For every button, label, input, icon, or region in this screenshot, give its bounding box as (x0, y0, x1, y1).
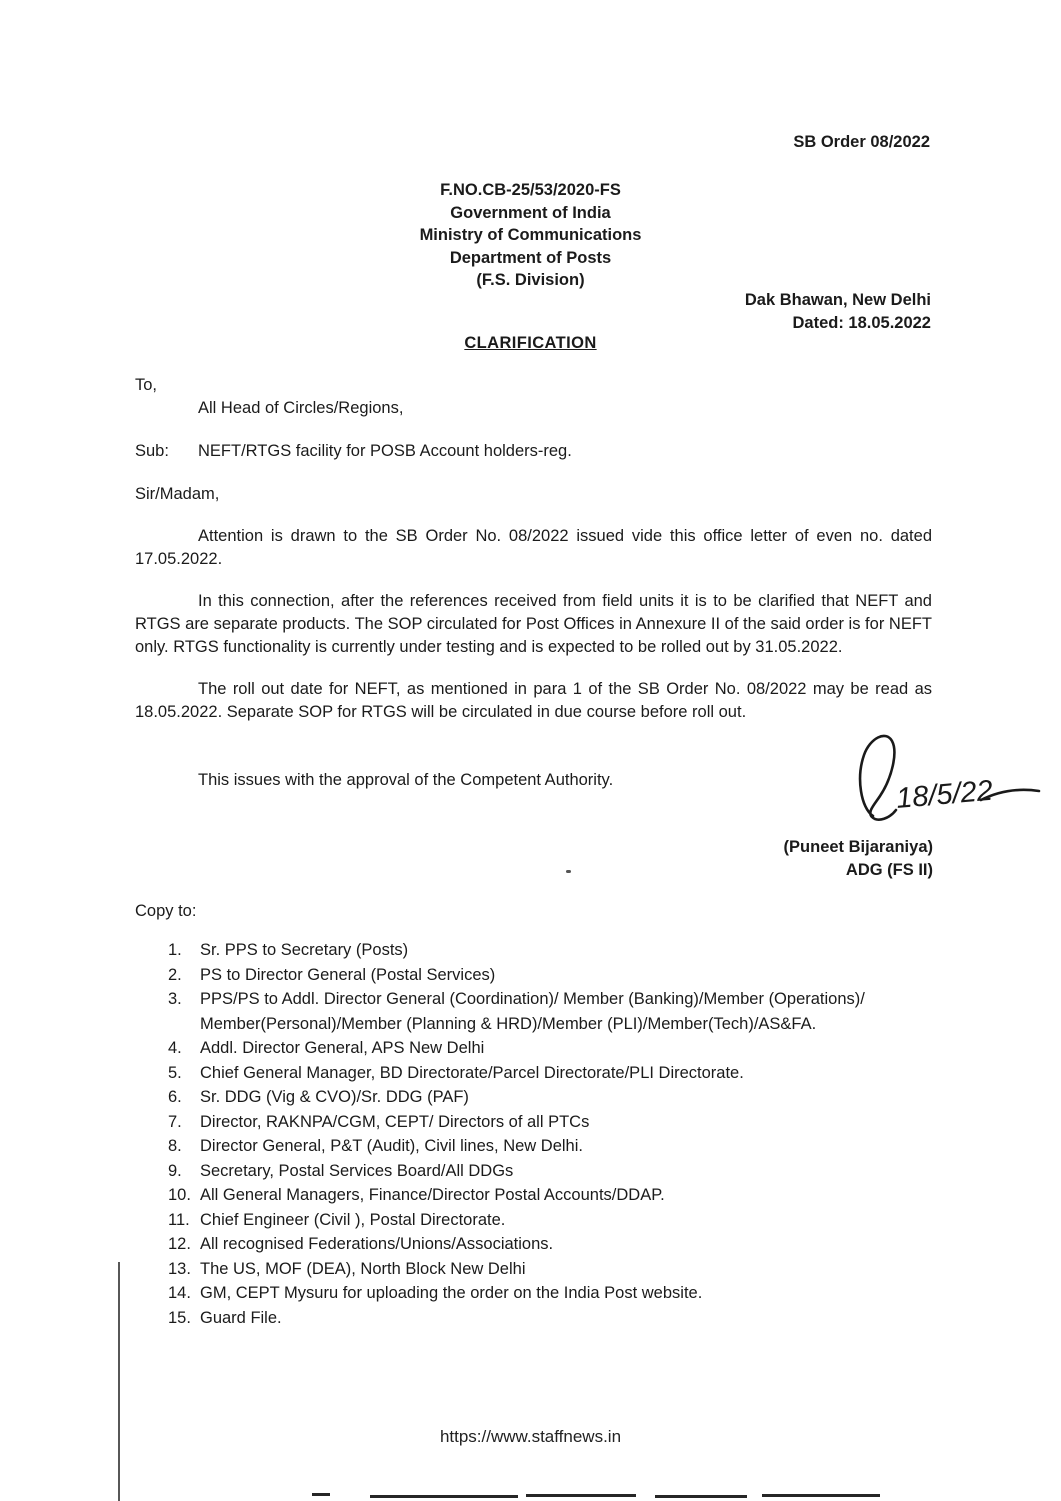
government-line: Government of India (450, 203, 611, 222)
item-number: 7. (168, 1112, 182, 1131)
source-url-link[interactable]: https://www.staffnews.in (439, 1427, 622, 1446)
item-text: PS to Director General (Postal Services) (200, 965, 496, 984)
item-number: 15. (168, 1308, 191, 1327)
scan-artifact-dash (762, 1494, 880, 1497)
signature-scrawl-icon (833, 728, 1043, 832)
item-number: 14. (168, 1284, 191, 1302)
file-number: F.NO.CB-25/53/2020-FS (440, 181, 621, 199)
paragraph-1: Attention is drawn to the SB Order No. 08/2022 issued vide this office letter of even no. dated 17.05.2022. (135, 527, 932, 568)
scan-artifact-dash (312, 1493, 330, 1496)
letterhead (0, 179, 1061, 292)
department-line: Department of Posts (449, 248, 612, 267)
item-text: Sr. PPS to Secretary (Posts) (200, 941, 409, 959)
subject-label: Sub: (135, 442, 169, 460)
item-text: Chief Engineer (Civil ), Postal Directorate. (200, 1210, 506, 1229)
closing-line: This issues with the approval of the Competent Authority. (198, 771, 614, 789)
scan-artifact-dash (526, 1494, 636, 1497)
item-number: 6. (168, 1088, 182, 1106)
item-number: 2. (168, 965, 182, 984)
signatory-designation: ADG (FS II) (845, 861, 933, 879)
item-text: Chief General Manager, BD Directorate/Parcel Directorate/PLI Directorate. (200, 1063, 744, 1082)
item-text: Director, RAKNPA/CGM, CEPT/ Directors of all PTCs (200, 1112, 590, 1131)
paragraph-2: In this connection, after the references received from field units it is to be clarified that NEFT and RTGS are separate products. The SOP circulated for Post Offices in Annexure II of the said order is for NEFT only. RTGS functionality is currently under testing and is expected to be rolled out by 31.05.2022. (135, 592, 932, 656)
copy-to-item (168, 1061, 967, 1086)
item-text: GM, CEPT Mysuru for uploading the order on the India Post website. (200, 1284, 703, 1302)
paragraph-3: The roll out date for NEFT, as mentioned in para 1 of the SB Order No. 08/2022 may be read as 18.05.2022. Separate SOP for RTGS will be circulated in due course before roll out. (135, 680, 932, 721)
item-number: 9. (168, 1161, 182, 1180)
copy-to-item (168, 1281, 967, 1306)
copy-to-item (168, 1232, 967, 1257)
item-number: 3. (168, 990, 182, 1008)
subject-row (135, 440, 932, 463)
to-label: To, (135, 376, 158, 394)
copy-to-item (168, 963, 967, 988)
place-date-block (745, 289, 931, 334)
copy-to-item (168, 1134, 967, 1159)
copy-to-item (168, 1306, 967, 1331)
copy-to-list (168, 938, 967, 1330)
item-number: 1. (168, 941, 182, 959)
item-number: 5. (168, 1063, 182, 1082)
copy-to-item (168, 1110, 967, 1135)
item-text: Sr. DDG (Vig & CVO)/Sr. DDG (PAF) (200, 1088, 469, 1106)
item-text: All recognised Federations/Unions/Associations. (200, 1235, 554, 1253)
item-text: PPS/PS to Addl. Director General (Coordination)/ Member (Banking)/Member (Operations)/ Member(Personal)/Member (Planning & HRD)/Member (PLI)/Member(Tech)/AS&FA. (200, 990, 865, 1033)
scan-artifact-dot (566, 870, 571, 873)
signature-date: 18/5/22 (894, 774, 995, 815)
copy-to-section (135, 902, 967, 1330)
place-line: Dak Bhawan, New Delhi (744, 291, 931, 309)
scan-artifact-dash (655, 1495, 747, 1498)
scan-artifact-dash (370, 1495, 518, 1498)
document-title: CLARIFICATION (464, 334, 597, 352)
copy-to-item (168, 1183, 967, 1208)
letter-body (135, 374, 932, 792)
copy-to-item (168, 1036, 967, 1061)
item-number: 11. (168, 1210, 190, 1229)
item-text: All General Managers, Finance/Director Postal Accounts/DDAP. (200, 1186, 665, 1204)
signatory-name: (Puneet Bijaraniya) (783, 838, 933, 856)
item-number: 8. (168, 1137, 182, 1155)
copy-to-label: Copy to: (135, 902, 197, 920)
ministry-line: Ministry of Communications (419, 226, 642, 244)
copy-to-item (168, 987, 967, 1036)
sb-order-reference: SB Order 08/2022 (793, 133, 930, 151)
item-text: Guard File. (200, 1308, 282, 1327)
item-text: Secretary, Postal Services Board/All DDGs (200, 1161, 514, 1180)
scan-artifact-left-line (118, 1262, 120, 1501)
item-number: 13. (168, 1259, 191, 1278)
copy-to-item (168, 938, 967, 963)
division-line: (F.S. Division) (476, 271, 585, 289)
item-text: Addl. Director General, APS New Delhi (200, 1039, 485, 1057)
item-text: The US, MOF (DEA), North Block New Delhi (200, 1259, 526, 1278)
item-number: 10. (168, 1186, 191, 1204)
item-number: 4. (168, 1039, 182, 1057)
salutation: Sir/Madam, (135, 485, 220, 503)
copy-to-item (168, 1085, 967, 1110)
signature-block (833, 728, 1043, 832)
date-line: Dated: 18.05.2022 (792, 313, 931, 332)
copy-to-item (168, 1208, 967, 1233)
subject-value: NEFT/RTGS facility for POSB Account holders-reg. (198, 442, 572, 460)
copy-to-item (168, 1159, 967, 1184)
item-text: Director General, P&T (Audit), Civil lines, New Delhi. (200, 1137, 583, 1155)
addressee: All Head of Circles/Regions, (198, 399, 404, 417)
copy-to-item (168, 1257, 967, 1282)
signatory-block (784, 836, 933, 882)
item-number: 12. (168, 1235, 191, 1253)
